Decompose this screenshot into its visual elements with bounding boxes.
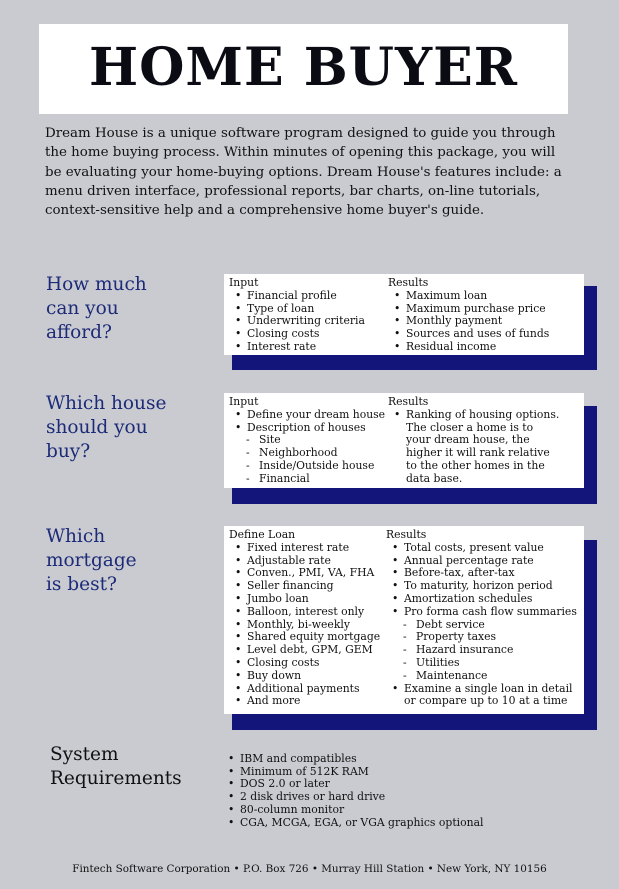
- list-subitem: - Utilities: [386, 657, 577, 670]
- list-item: • Before-tax, after-tax: [386, 567, 577, 580]
- list-item: • Interest rate: [229, 341, 365, 354]
- list-item: • Maximum loan: [388, 290, 549, 303]
- list-item: • Shared equity mortgage: [229, 631, 380, 644]
- list-subitem: - Property taxes: [386, 631, 577, 644]
- list-item: • Conven., PMI, VA, FHA: [229, 567, 380, 580]
- list-item: • IBM and compatibles: [222, 753, 483, 766]
- list-item: • And more: [229, 695, 380, 708]
- afford-box: [224, 274, 584, 355]
- list-item: • 2 disk drives or hard drive: [222, 791, 483, 804]
- title-banner: [39, 24, 568, 114]
- list-item: • Level debt, GPM, GEM: [229, 644, 380, 657]
- list-item-continued: The closer a home is to: [406, 420, 534, 434]
- house-results-heading: Results: [388, 395, 429, 408]
- list-item-continued: data base.: [406, 471, 463, 485]
- list-item: • Annual percentage rate: [386, 555, 577, 568]
- afford-results-column: [388, 277, 549, 354]
- house-input-heading: Input: [229, 395, 259, 408]
- list-item: • To maturity, horizon period: [386, 580, 577, 593]
- afford-input-column: [229, 277, 365, 354]
- question-house: Which house should you buy?: [46, 393, 167, 462]
- list-item: • Examine a single loan in detail: [386, 683, 577, 696]
- house-box: [224, 393, 584, 488]
- list-item: • Maximum purchase price: [388, 303, 549, 316]
- list-item-continued: or compare up to 10 at a time: [404, 694, 568, 708]
- intro-paragraph: Dream House is a unique software program designed to guide you through the home buying process. Within minutes of opening this package, you will be evaluating your home-buying options. Dream House's features include: a menu driven interface, professional reports, bar charts, on-line tutorials, context-sensitive help and a comprehensive home buyer's guide.: [45, 126, 562, 219]
- system-requirements-title: System Requirements: [50, 744, 182, 789]
- mortgage-box: [224, 526, 584, 714]
- list-item: • Additional payments: [229, 683, 380, 696]
- list-item: • Minimum of 512K RAM: [222, 766, 483, 779]
- list-item: • Type of loan: [229, 303, 365, 316]
- list-item: • Closing costs: [229, 657, 380, 670]
- list-subitem: - Site: [229, 434, 385, 447]
- list-subitem: - Inside/Outside house: [229, 460, 385, 473]
- list-item: • Pro forma cash flow summaries: [386, 606, 577, 619]
- mortgage-input-heading: Define Loan: [229, 528, 296, 541]
- list-item: • Jumbo loan: [229, 593, 380, 606]
- house-results-column: [388, 396, 559, 486]
- question-mortgage: Which mortgage is best?: [46, 526, 137, 595]
- list-subitem: - Hazard insurance: [386, 644, 577, 657]
- list-item: • DOS 2.0 or later: [222, 778, 483, 791]
- list-item: • Ranking of housing options.: [388, 409, 559, 422]
- list-subitem: - Financial: [229, 473, 385, 486]
- list-item: • Monthly, bi-weekly: [229, 619, 380, 632]
- afford-results-heading: Results: [388, 276, 429, 289]
- list-subitem: - Maintenance: [386, 670, 577, 683]
- mortgage-results-heading: Results: [386, 528, 427, 541]
- footer-address: Fintech Software Corporation • P.O. Box 726 • Murray Hill Station • New York, NY 10156: [72, 863, 547, 875]
- page-title: HOME BUYER: [89, 37, 518, 98]
- list-item: • Financial profile: [229, 290, 365, 303]
- list-item: • 80-column monitor: [222, 804, 483, 817]
- list-item-continued: your dream house, the: [406, 433, 530, 447]
- list-item: • Underwriting criteria: [229, 315, 365, 328]
- list-item: • Amortization schedules: [386, 593, 577, 606]
- list-item: • Description of houses: [229, 422, 385, 435]
- system-requirements-list: [222, 753, 483, 829]
- afford-input-heading: Input: [229, 276, 259, 289]
- list-item: • Total costs, present value: [386, 542, 577, 555]
- list-item: • Define your dream house: [229, 409, 385, 422]
- list-item: • Fixed interest rate: [229, 542, 380, 555]
- house-input-column: [229, 396, 385, 486]
- list-item: • Sources and uses of funds: [388, 328, 549, 341]
- list-item-continued: higher it will rank relative: [406, 446, 550, 460]
- list-item-continued: to the other homes in the: [406, 458, 545, 472]
- list-item: • Buy down: [229, 670, 380, 683]
- mortgage-results-column: [386, 529, 577, 708]
- list-subitem: - Neighborhood: [229, 447, 385, 460]
- list-item: • CGA, MCGA, EGA, or VGA graphics optional: [222, 817, 483, 830]
- list-item: • Residual income: [388, 341, 549, 354]
- list-item: • Monthly payment: [388, 315, 549, 328]
- list-item: • Adjustable rate: [229, 555, 380, 568]
- list-item: • Closing costs: [229, 328, 365, 341]
- question-afford: How much can you afford?: [46, 274, 147, 343]
- mortgage-input-column: [229, 529, 380, 708]
- list-item: • Seller financing: [229, 580, 380, 593]
- list-subitem: - Debt service: [386, 619, 577, 632]
- list-item: • Balloon, interest only: [229, 606, 380, 619]
